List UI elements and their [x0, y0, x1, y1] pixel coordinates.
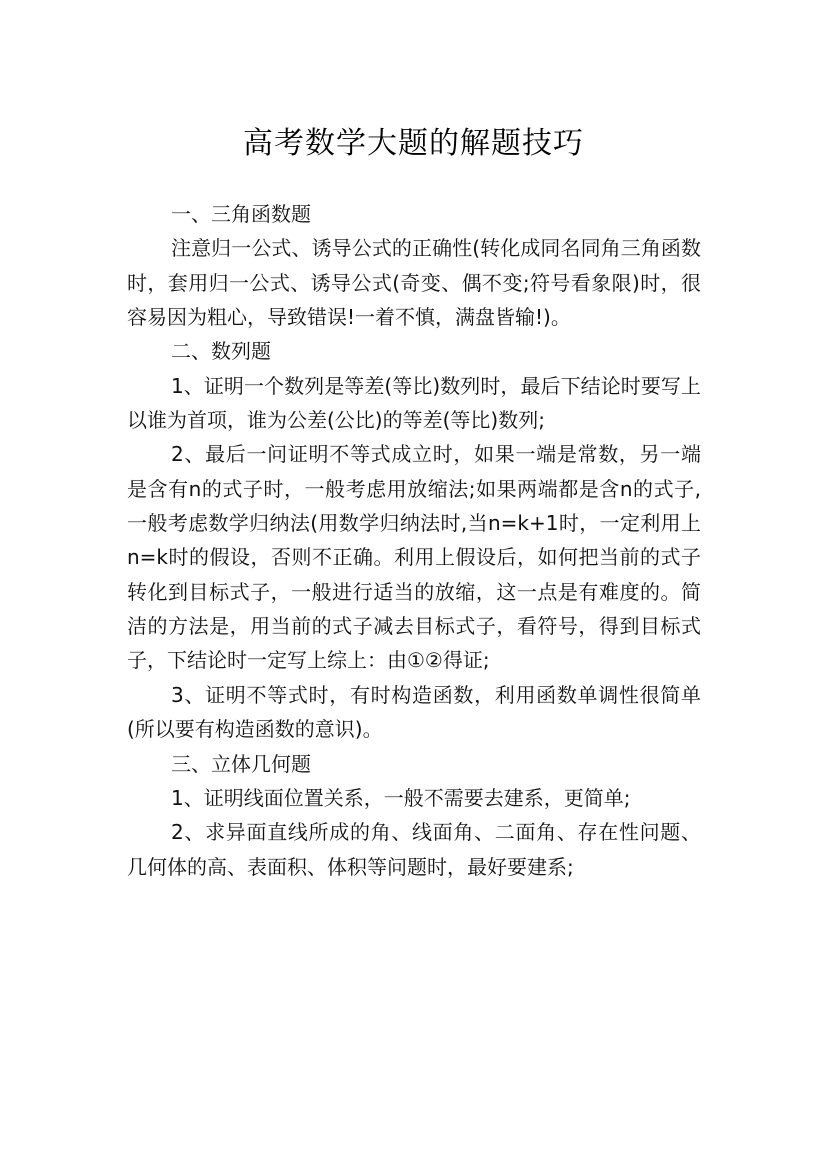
paragraph-trigonometry-note: 注意归一公式、诱导公式的正确性(转化成同名同角三角函数时，套用归一公式、诱导公式(奇变、偶不变;符号看象限)时，很容易因为粗心，导致错误!一着不慎，满盘皆输!)。 — [127, 236, 701, 330]
paragraph-coordinate-system: 2、求异面直线所成的角、线面角、二面角、存在性问题、几何体的高、表面积、体积等问题时，最好要建系; — [127, 820, 701, 879]
section-heading-sequences: 二、数列题 — [171, 339, 271, 364]
paragraph-constructed-function: 3、证明不等式时，有时构造函数，利用函数单调性很简单(所以要有构造函数的意识)。 — [127, 682, 701, 742]
section-heading-solid-geometry: 三、立体几何题 — [171, 751, 311, 776]
section-heading-trigonometry: 一、三角函数题 — [171, 202, 311, 226]
document-body — [127, 197, 701, 884]
document-title: 高考数学大题的解题技巧 — [243, 126, 584, 162]
paragraph-inequality-proof: 2、最后一问证明不等式成立时，如果一端是常数，另一端是含有n的式子时，一般考虑用放缩法;如果两端都是含n的式子,一般考虑数学归纳法(用数学归纳法时,当n=k+1时，一定利用上n=k时的假设，否则不正确。利用上假设后，如何把当前的式子转化到目标式子，一般进行适当的放缩，这一点是有难度的。简洁的方法是，用当前的式子减去目标式子，看符号，得到目标式子，下结论时一定写上综上：由①②得证; — [127, 442, 701, 673]
paragraph-line-plane-relation: 1、证明线面位置关系，一般不需要去建系，更简单; — [171, 785, 631, 810]
paragraph-sequence-proof: 1、证明一个数列是等差(等比)数列时，最后下结论时要写上以谁为首项，谁为公差(公比)的等差(等比)数列; — [127, 373, 701, 433]
